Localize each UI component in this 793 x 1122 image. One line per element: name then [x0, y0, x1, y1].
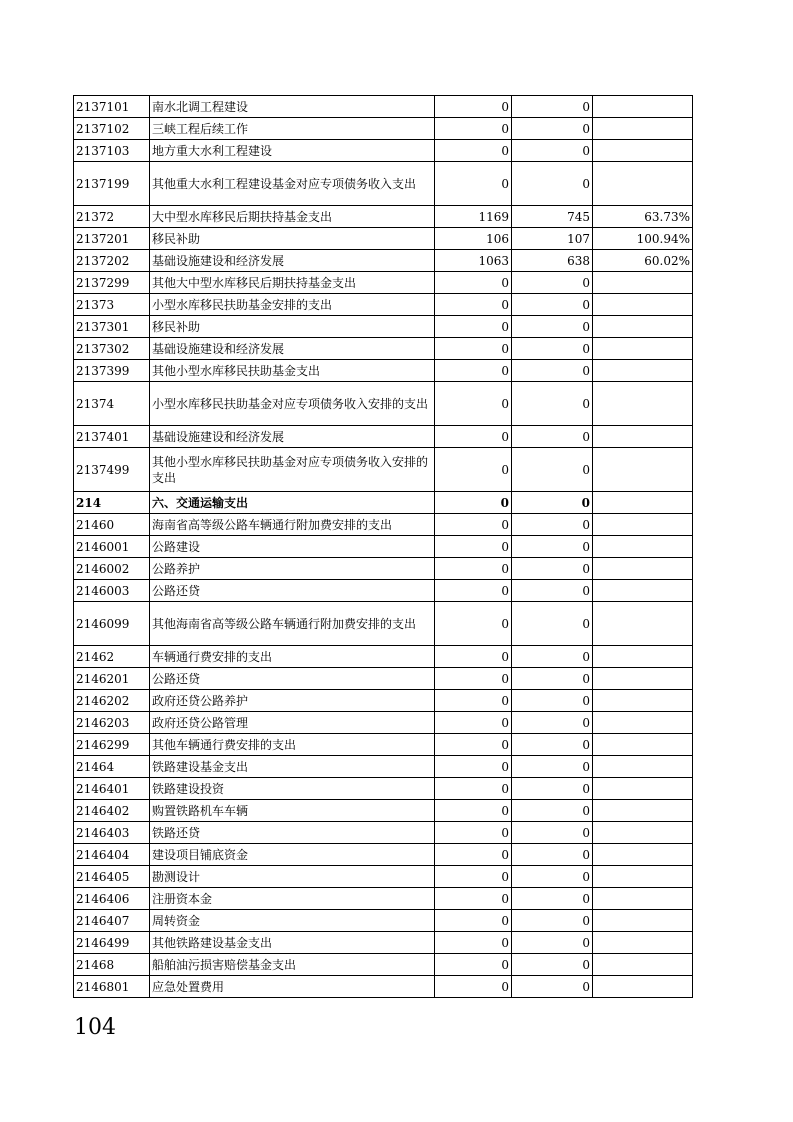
- row-name: 小型水库移民扶助基金对应专项债务收入安排的支出: [150, 382, 435, 426]
- row-name: 基础设施建设和经济发展: [150, 426, 435, 448]
- row-percent: [593, 646, 693, 668]
- table-row: [74, 514, 693, 536]
- table-row: [74, 822, 693, 844]
- row-value-2: 0: [512, 822, 593, 844]
- row-percent: [593, 96, 693, 118]
- table-row: [74, 712, 693, 734]
- row-percent: [593, 492, 693, 514]
- table-row: [74, 294, 693, 316]
- row-code: 2146099: [74, 602, 150, 646]
- row-name: 公路建设: [150, 536, 435, 558]
- row-name: 船舶油污损害赔偿基金支出: [150, 954, 435, 976]
- row-code: 2146407: [74, 910, 150, 932]
- row-code: 2146403: [74, 822, 150, 844]
- table-row: [74, 866, 693, 888]
- row-name: 公路养护: [150, 558, 435, 580]
- table-row: [74, 162, 693, 206]
- row-value-2: 0: [512, 140, 593, 162]
- row-value-2: 0: [512, 954, 593, 976]
- row-code: 2146404: [74, 844, 150, 866]
- table-row: [74, 932, 693, 954]
- row-code: 2137299: [74, 272, 150, 294]
- table-row: [74, 976, 693, 998]
- row-value-1: 0: [435, 756, 512, 778]
- row-value-2: 0: [512, 932, 593, 954]
- row-code: 2137302: [74, 338, 150, 360]
- budget-table: [73, 95, 693, 998]
- row-percent: [593, 778, 693, 800]
- row-percent: [593, 800, 693, 822]
- table-row: [74, 536, 693, 558]
- row-value-1: 1063: [435, 250, 512, 272]
- row-value-1: 0: [435, 426, 512, 448]
- row-value-2: 0: [512, 536, 593, 558]
- row-percent: [593, 316, 693, 338]
- row-name: 其他小型水库移民扶助基金对应专项债务收入安排的支出: [150, 448, 435, 492]
- row-value-1: 0: [435, 712, 512, 734]
- row-percent: [593, 272, 693, 294]
- row-percent: [593, 954, 693, 976]
- row-name: 三峡工程后续工作: [150, 118, 435, 140]
- row-name: 地方重大水利工程建设: [150, 140, 435, 162]
- row-value-2: 0: [512, 382, 593, 426]
- row-code: 2137401: [74, 426, 150, 448]
- row-name: 南水北调工程建设: [150, 96, 435, 118]
- row-value-1: 0: [435, 822, 512, 844]
- row-name: 勘测设计: [150, 866, 435, 888]
- row-percent: [593, 602, 693, 646]
- row-value-1: 0: [435, 888, 512, 910]
- row-code: 2146406: [74, 888, 150, 910]
- table-row: [74, 778, 693, 800]
- row-value-1: 0: [435, 558, 512, 580]
- table-row: [74, 360, 693, 382]
- row-value-1: 1169: [435, 206, 512, 228]
- table-row: [74, 558, 693, 580]
- row-value-2: 0: [512, 96, 593, 118]
- table-row: [74, 668, 693, 690]
- row-value-1: 0: [435, 316, 512, 338]
- row-value-2: 0: [512, 272, 593, 294]
- row-value-2: 107: [512, 228, 593, 250]
- row-name: 铁路建设基金支出: [150, 756, 435, 778]
- row-code: 2146201: [74, 668, 150, 690]
- row-name: 政府还贷公路养护: [150, 690, 435, 712]
- table-row: [74, 206, 693, 228]
- row-code: 2146801: [74, 976, 150, 998]
- row-name: 应急处置费用: [150, 976, 435, 998]
- row-code: 21464: [74, 756, 150, 778]
- row-percent: [593, 514, 693, 536]
- row-percent: [593, 580, 693, 602]
- page-number: 104: [74, 1015, 116, 1040]
- row-name: 移民补助: [150, 316, 435, 338]
- row-percent: [593, 976, 693, 998]
- row-value-2: 0: [512, 976, 593, 998]
- row-code: 2137499: [74, 448, 150, 492]
- row-code: 21460: [74, 514, 150, 536]
- row-value-1: 0: [435, 668, 512, 690]
- row-code: 2146001: [74, 536, 150, 558]
- row-value-1: 0: [435, 866, 512, 888]
- row-code: 2137301: [74, 316, 150, 338]
- row-code: 21374: [74, 382, 150, 426]
- row-value-2: 0: [512, 492, 593, 514]
- row-percent: [593, 756, 693, 778]
- row-percent: [593, 712, 693, 734]
- table-row: [74, 228, 693, 250]
- row-code: 21372: [74, 206, 150, 228]
- row-percent: [593, 338, 693, 360]
- row-percent: [593, 910, 693, 932]
- row-value-1: 0: [435, 360, 512, 382]
- row-value-2: 0: [512, 734, 593, 756]
- row-percent: [593, 294, 693, 316]
- row-code: 2146405: [74, 866, 150, 888]
- row-value-2: 0: [512, 800, 593, 822]
- row-code: 2146002: [74, 558, 150, 580]
- table-row: [74, 96, 693, 118]
- row-percent: 60.02%: [593, 250, 693, 272]
- row-percent: [593, 536, 693, 558]
- row-value-1: 0: [435, 294, 512, 316]
- row-value-2: 745: [512, 206, 593, 228]
- row-name: 其他大中型水库移民后期扶持基金支出: [150, 272, 435, 294]
- row-value-2: 0: [512, 448, 593, 492]
- table-row: [74, 382, 693, 426]
- row-code: 2146003: [74, 580, 150, 602]
- row-code: 214: [74, 492, 150, 514]
- row-code: 2137202: [74, 250, 150, 272]
- row-value-1: 0: [435, 492, 512, 514]
- row-value-2: 0: [512, 910, 593, 932]
- row-name: 基础设施建设和经济发展: [150, 250, 435, 272]
- table-row: [74, 118, 693, 140]
- row-code: 2137103: [74, 140, 150, 162]
- row-percent: [593, 822, 693, 844]
- row-value-1: 0: [435, 844, 512, 866]
- row-percent: 100.94%: [593, 228, 693, 250]
- table-row: [74, 140, 693, 162]
- table-row: [74, 426, 693, 448]
- row-value-2: 0: [512, 888, 593, 910]
- row-value-1: 0: [435, 932, 512, 954]
- table-row: [74, 338, 693, 360]
- table-body: [74, 96, 693, 998]
- table-row: [74, 602, 693, 646]
- row-code: 21462: [74, 646, 150, 668]
- row-value-2: 0: [512, 866, 593, 888]
- row-value-2: 0: [512, 602, 593, 646]
- table-row: [74, 800, 693, 822]
- row-name: 其他海南省高等级公路车辆通行附加费安排的支出: [150, 602, 435, 646]
- row-code: 2137102: [74, 118, 150, 140]
- row-name: 公路还贷: [150, 668, 435, 690]
- table-row: [74, 646, 693, 668]
- row-percent: [593, 360, 693, 382]
- row-percent: [593, 734, 693, 756]
- row-name: 六、交通运输支出: [150, 492, 435, 514]
- table-row: [74, 954, 693, 976]
- row-percent: [593, 382, 693, 426]
- row-value-2: 0: [512, 668, 593, 690]
- row-value-1: 0: [435, 800, 512, 822]
- row-value-1: 0: [435, 272, 512, 294]
- row-name: 小型水库移民扶助基金安排的支出: [150, 294, 435, 316]
- table-row: [74, 580, 693, 602]
- row-percent: 63.73%: [593, 206, 693, 228]
- row-code: 2146203: [74, 712, 150, 734]
- row-value-1: 0: [435, 162, 512, 206]
- row-code: 2146402: [74, 800, 150, 822]
- row-name: 其他车辆通行费安排的支出: [150, 734, 435, 756]
- row-name: 其他重大水利工程建设基金对应专项债务收入支出: [150, 162, 435, 206]
- row-value-2: 0: [512, 756, 593, 778]
- row-value-1: 0: [435, 778, 512, 800]
- table-row: [74, 250, 693, 272]
- table-row: [74, 492, 693, 514]
- row-value-2: 0: [512, 778, 593, 800]
- row-name: 周转资金: [150, 910, 435, 932]
- row-value-1: 0: [435, 734, 512, 756]
- row-value-2: 0: [512, 294, 593, 316]
- row-name: 其他铁路建设基金支出: [150, 932, 435, 954]
- row-name: 车辆通行费安排的支出: [150, 646, 435, 668]
- row-value-2: 0: [512, 360, 593, 382]
- row-value-2: 0: [512, 118, 593, 140]
- row-value-1: 0: [435, 118, 512, 140]
- table-row: [74, 272, 693, 294]
- row-value-2: 0: [512, 844, 593, 866]
- row-value-1: 0: [435, 338, 512, 360]
- row-value-1: 0: [435, 580, 512, 602]
- row-name: 基础设施建设和经济发展: [150, 338, 435, 360]
- row-value-1: 0: [435, 690, 512, 712]
- row-value-1: 0: [435, 954, 512, 976]
- row-percent: [593, 140, 693, 162]
- row-value-2: 0: [512, 338, 593, 360]
- row-name: 政府还贷公路管理: [150, 712, 435, 734]
- row-value-1: 0: [435, 448, 512, 492]
- row-code: 2146299: [74, 734, 150, 756]
- row-name: 公路还贷: [150, 580, 435, 602]
- row-percent: [593, 690, 693, 712]
- row-percent: [593, 558, 693, 580]
- row-value-2: 0: [512, 426, 593, 448]
- row-code: 2137201: [74, 228, 150, 250]
- row-value-2: 0: [512, 690, 593, 712]
- row-code: 2137399: [74, 360, 150, 382]
- row-percent: [593, 866, 693, 888]
- row-code: 2137199: [74, 162, 150, 206]
- row-value-1: 106: [435, 228, 512, 250]
- row-name: 移民补助: [150, 228, 435, 250]
- row-percent: [593, 888, 693, 910]
- table-row: [74, 888, 693, 910]
- row-value-2: 0: [512, 162, 593, 206]
- row-percent: [593, 932, 693, 954]
- row-value-2: 0: [512, 580, 593, 602]
- table-row: [74, 756, 693, 778]
- row-code: 2146401: [74, 778, 150, 800]
- table-row: [74, 448, 693, 492]
- row-value-2: 0: [512, 514, 593, 536]
- row-value-1: 0: [435, 602, 512, 646]
- table-row: [74, 316, 693, 338]
- row-name: 注册资本金: [150, 888, 435, 910]
- row-percent: [593, 668, 693, 690]
- row-percent: [593, 162, 693, 206]
- row-value-1: 0: [435, 536, 512, 558]
- row-value-2: 638: [512, 250, 593, 272]
- row-name: 海南省高等级公路车辆通行附加费安排的支出: [150, 514, 435, 536]
- row-value-1: 0: [435, 140, 512, 162]
- row-percent: [593, 426, 693, 448]
- row-value-1: 0: [435, 910, 512, 932]
- row-percent: [593, 448, 693, 492]
- row-value-2: 0: [512, 712, 593, 734]
- row-name: 其他小型水库移民扶助基金支出: [150, 360, 435, 382]
- table-row: [74, 734, 693, 756]
- row-value-1: 0: [435, 646, 512, 668]
- row-percent: [593, 844, 693, 866]
- row-value-1: 0: [435, 514, 512, 536]
- row-name: 建设项目铺底资金: [150, 844, 435, 866]
- row-code: 2146499: [74, 932, 150, 954]
- table-row: [74, 910, 693, 932]
- row-value-2: 0: [512, 646, 593, 668]
- row-name: 铁路建设投资: [150, 778, 435, 800]
- row-name: 大中型水库移民后期扶持基金支出: [150, 206, 435, 228]
- row-code: 2146202: [74, 690, 150, 712]
- row-value-1: 0: [435, 382, 512, 426]
- row-value-1: 0: [435, 976, 512, 998]
- row-code: 21373: [74, 294, 150, 316]
- row-name: 购置铁路机车车辆: [150, 800, 435, 822]
- table-row: [74, 844, 693, 866]
- row-percent: [593, 118, 693, 140]
- row-value-2: 0: [512, 558, 593, 580]
- row-name: 铁路还贷: [150, 822, 435, 844]
- row-code: 21468: [74, 954, 150, 976]
- table-row: [74, 690, 693, 712]
- row-value-2: 0: [512, 316, 593, 338]
- row-value-1: 0: [435, 96, 512, 118]
- row-code: 2137101: [74, 96, 150, 118]
